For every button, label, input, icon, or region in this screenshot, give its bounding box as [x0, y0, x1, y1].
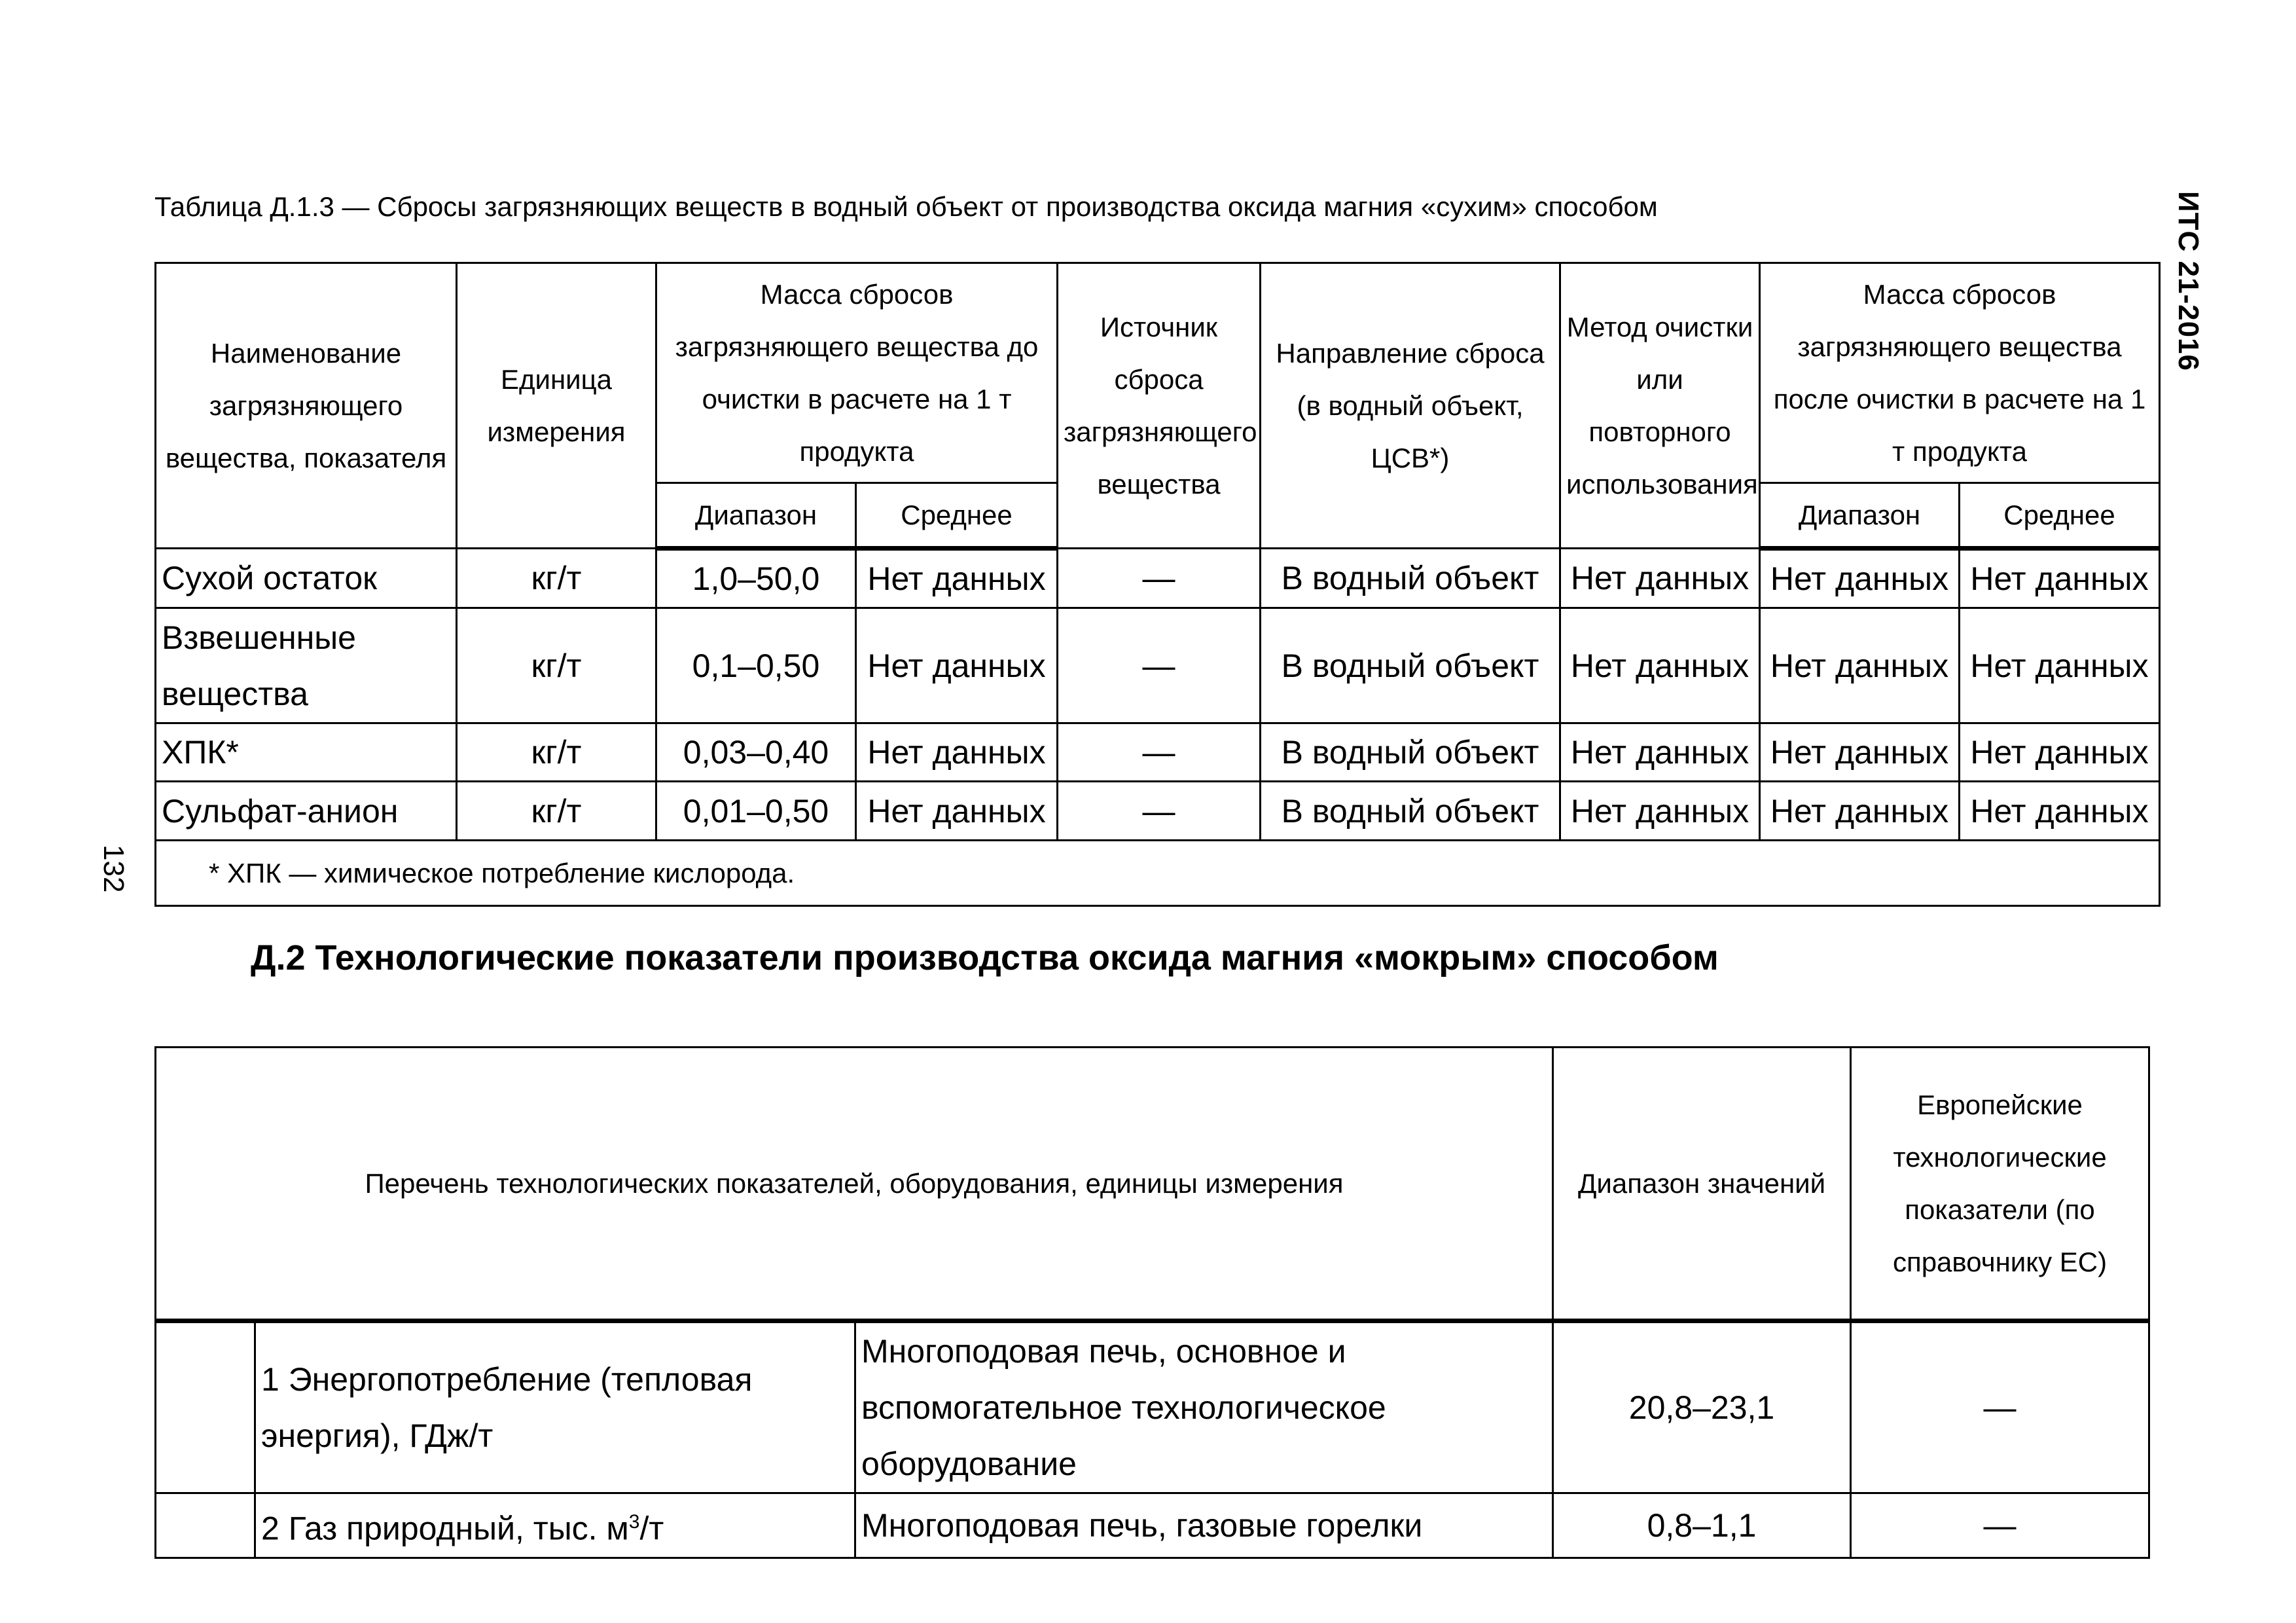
- table-row: [156, 549, 2160, 608]
- table-footnote: * ХПК — химическое потребление кислорода.: [156, 841, 2160, 906]
- cell-unit: кг/т: [457, 782, 656, 841]
- cell-source: —: [1058, 608, 1261, 723]
- cell-range: 20,8–23,1: [1553, 1321, 1851, 1493]
- header-range: Диапазон значений: [1553, 1048, 1851, 1321]
- header-source: Источник сброса загрязняющего вещества: [1058, 263, 1261, 549]
- cell-eu: —: [1851, 1321, 2149, 1493]
- table-row: [156, 782, 2160, 841]
- cell-blank: [156, 1493, 255, 1558]
- header-after-range: Диапазон: [1760, 483, 1960, 549]
- table-header-row: [156, 263, 2160, 483]
- cell-unit: кг/т: [457, 608, 656, 723]
- running-title: ИТС 21-2016: [2172, 191, 2204, 371]
- cell-range: 0,03–0,40: [656, 723, 856, 782]
- header-direction: Направление сброса (в водный объект, ЦСВ*): [1261, 263, 1560, 549]
- section-heading: Д.2 Технологические показатели производства оксида магния «мокрым» способом: [251, 938, 1719, 977]
- cell-range: 0,8–1,1: [1553, 1493, 1851, 1558]
- cell-avg: Нет данных: [856, 782, 1058, 841]
- cell-after-range: Нет данных: [1760, 549, 1960, 608]
- header-method: Метод очистки или повторного использования: [1560, 263, 1760, 549]
- header-before-range: Диапазон: [656, 483, 856, 549]
- cell-after-range: Нет данных: [1760, 608, 1960, 723]
- cell-method: Нет данных: [1560, 549, 1760, 608]
- table-row: [156, 1321, 2149, 1493]
- cell-after-avg: Нет данных: [1960, 782, 2160, 841]
- page-number: 132: [98, 845, 130, 893]
- cell-direction: В водный объект: [1261, 608, 1560, 723]
- header-eu: Европейские технологические показатели (по справочнику ЕС): [1851, 1048, 2149, 1321]
- cell-indicator: [255, 1493, 855, 1558]
- cell-method: Нет данных: [1560, 723, 1760, 782]
- cell-equipment: Многоподовая печь, газовые горелки: [855, 1493, 1553, 1558]
- cell-substance: Взвешенные вещества: [156, 608, 457, 723]
- emissions-table: [154, 262, 2161, 907]
- indicators-table: [154, 1046, 2150, 1559]
- cell-method: Нет данных: [1560, 782, 1760, 841]
- cell-after-avg: Нет данных: [1960, 723, 2160, 782]
- cell-substance: ХПК*: [156, 723, 457, 782]
- cell-source: —: [1058, 782, 1261, 841]
- cell-unit: кг/т: [457, 549, 656, 608]
- cell-unit: кг/т: [457, 723, 656, 782]
- cell-direction: В водный объект: [1261, 782, 1560, 841]
- cell-after-range: Нет данных: [1760, 723, 1960, 782]
- cell-direction: В водный объект: [1261, 723, 1560, 782]
- indicator-text: 2 Газ природный, тыс. м: [261, 1510, 629, 1547]
- cell-range: 1,0–50,0: [656, 549, 856, 608]
- cell-direction: В водный объект: [1261, 549, 1560, 608]
- superscript: 3: [628, 1511, 640, 1533]
- header-before-avg: Среднее: [856, 483, 1058, 549]
- indicator-unit: /т: [639, 1510, 664, 1547]
- header-after-avg: Среднее: [1960, 483, 2160, 549]
- cell-source: —: [1058, 549, 1261, 608]
- header-before: Масса сбросов загрязняющего вещества до очистки в расчете на 1 т продукта: [656, 263, 1058, 483]
- cell-source: —: [1058, 723, 1261, 782]
- header-unit: Единица измерения: [457, 263, 656, 549]
- cell-after-range: Нет данных: [1760, 782, 1960, 841]
- header-name: Наименование загрязняющего вещества, показателя: [156, 263, 457, 549]
- cell-indicator: 1 Энергопотребление (тепловая энергия), ГДж/т: [255, 1321, 855, 1493]
- cell-method: Нет данных: [1560, 608, 1760, 723]
- cell-range: 0,01–0,50: [656, 782, 856, 841]
- cell-eu: —: [1851, 1493, 2149, 1558]
- cell-after-avg: Нет данных: [1960, 608, 2160, 723]
- table-header-row: [156, 1048, 2149, 1321]
- header-after: Масса сбросов загрязняющего вещества после очистки в расчете на 1 т продукта: [1760, 263, 2160, 483]
- cell-avg: Нет данных: [856, 608, 1058, 723]
- cell-avg: Нет данных: [856, 723, 1058, 782]
- cell-equipment: Многоподовая печь, основное и вспомогательное технологическое оборудование: [855, 1321, 1553, 1493]
- cell-after-avg: Нет данных: [1960, 549, 2160, 608]
- cell-avg: Нет данных: [856, 549, 1058, 608]
- table-row: [156, 1493, 2149, 1558]
- table-caption: Таблица Д.1.3 — Сбросы загрязняющих веществ в водный объект от производства оксида магния «сухим» способом: [154, 191, 1658, 222]
- table-row: [156, 608, 2160, 723]
- footnote-row: [156, 841, 2160, 906]
- cell-substance: Сульфат-анион: [156, 782, 457, 841]
- table-row: [156, 723, 2160, 782]
- cell-range: 0,1–0,50: [656, 608, 856, 723]
- cell-blank: [156, 1321, 255, 1493]
- header-list: Перечень технологических показателей, оборудования, единицы измерения: [156, 1048, 1553, 1321]
- cell-substance: Сухой остаток: [156, 549, 457, 608]
